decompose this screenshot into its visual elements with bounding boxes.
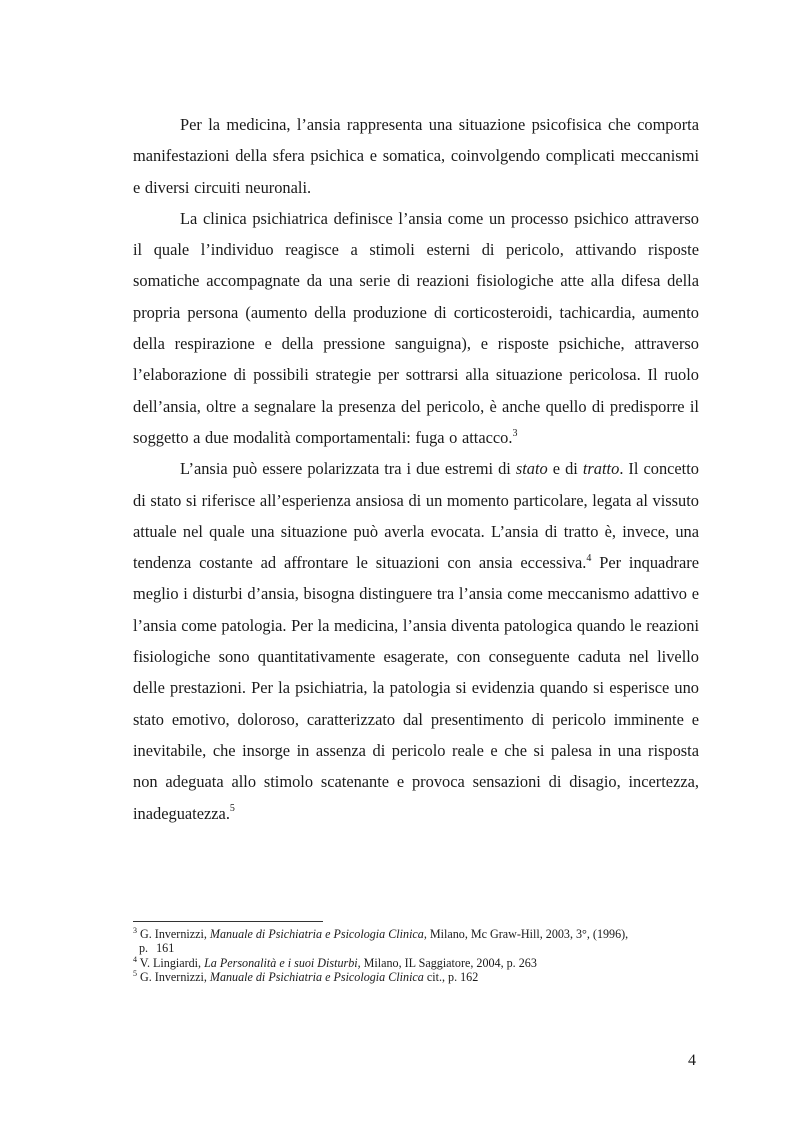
paragraph-2-text: La clinica psichiatrica definisce l’ansia come un processo psichico attraverso il quale l’individuo reagisce a stimoli esterni di pericolo, attivando risposte somatiche accompagnate da una serie di reazioni fisiologiche atte alla difesa della propria persona (aumento della produzione di corticosteroidi, tachicardia, aumento della respirazione e della pressione sanguigna), e risposte psichiche, attraverso l’elaborazione di possibili strategie per sottrarsi alla situazione pericolosa. Il ruolo dell’ansia, oltre a segnalare la presenza del pericolo, è anche quello di predisporre il soggetto a due modalità comportamentali: fuga o attacco. <box>133 208 699 447</box>
paragraph-3 <box>133 453 699 829</box>
footnote-details: cit., p. 162 <box>423 970 479 985</box>
footnote-details: Milano, IL Saggiatore, 2004, p. 263 <box>360 955 537 970</box>
paragraph-3-text-a: L’ansia può essere polarizzata tra i due estremi di <box>180 459 516 479</box>
page-number: 4 <box>688 1052 696 1069</box>
paragraph-3-text-b: e di <box>547 459 583 479</box>
footnote-number: 3 <box>133 925 137 935</box>
footnote-author: G. Invernizzi, <box>137 970 210 985</box>
paragraph-1 <box>133 109 699 203</box>
footnote-number: 4 <box>133 954 137 964</box>
footnote-author: V. Lingiardi, <box>137 955 205 970</box>
footnote-4 <box>133 956 699 970</box>
paragraph-3-text-c: . Il concetto di stato si riferisce all’esperienza ansiosa di un momento particolare, legata al vissuto attuale nel quale una situazione può averla evocata. L’ansia di tratto è, invece, una tendenza costante ad affrontare le situazioni con ansia eccessiva. <box>133 459 699 573</box>
footnotes <box>133 927 699 985</box>
body-text <box>133 109 699 829</box>
paragraph-3-text-d: Per inquadrare meglio i disturbi d’ansia, bisogna distinguere tra l’ansia come meccanismo adattivo e l’ansia come patologia. Per la medicina, l’ansia diventa patologica quando le reazioni fisiologiche sono quantitativamente esagerate, con conseguente caduta nel livello delle prestazioni. Per la psichiatria, la patologia si evidenzia quando si esperisce uno stato emotivo, doloroso, caratterizzato dal presentimento di pericolo imminente e inevitabile, che insorge in assenza di pericolo reale e che si palesa in una risposta non adeguata allo stimolo scatenante e provoca sensazioni di disagio, incertezza, inadeguatezza. <box>133 553 699 823</box>
footnote-3 <box>133 927 699 956</box>
term-tratto: tratto <box>582 459 620 479</box>
footnote-title: Manuale di Psichiatria e Psicologia Clinica <box>209 927 424 941</box>
footnote-separator <box>133 921 323 922</box>
footnote-title: Manuale di Psichiatria e Psicologia Clinica <box>209 970 424 985</box>
footnote-ref-5[interactable]: 5 <box>229 803 235 815</box>
footnote-5 <box>133 970 699 984</box>
footnote-author: G. Invernizzi, <box>137 927 210 941</box>
footnote-ref-3[interactable]: 3 <box>512 427 518 439</box>
footnote-number: 5 <box>133 969 137 979</box>
footnote-pages: p. 161 <box>139 941 175 956</box>
footnote-title: La Personalità e i suoi Disturbi, <box>204 955 361 970</box>
paragraph-2 <box>133 203 699 453</box>
footnote-details: , Milano, Mc Graw-Hill, 2003, 3°, (1996), <box>423 927 629 941</box>
footnote-ref-4[interactable]: 4 <box>586 552 592 564</box>
term-stato: stato <box>515 459 548 479</box>
paragraph-1-text: Per la medicina, l’ansia rappresenta una situazione psicofisica che comporta manifestazioni della sfera psichica e somatica, coinvolgendo complicati meccanismi e diversi circuiti neuronali. <box>133 115 699 197</box>
